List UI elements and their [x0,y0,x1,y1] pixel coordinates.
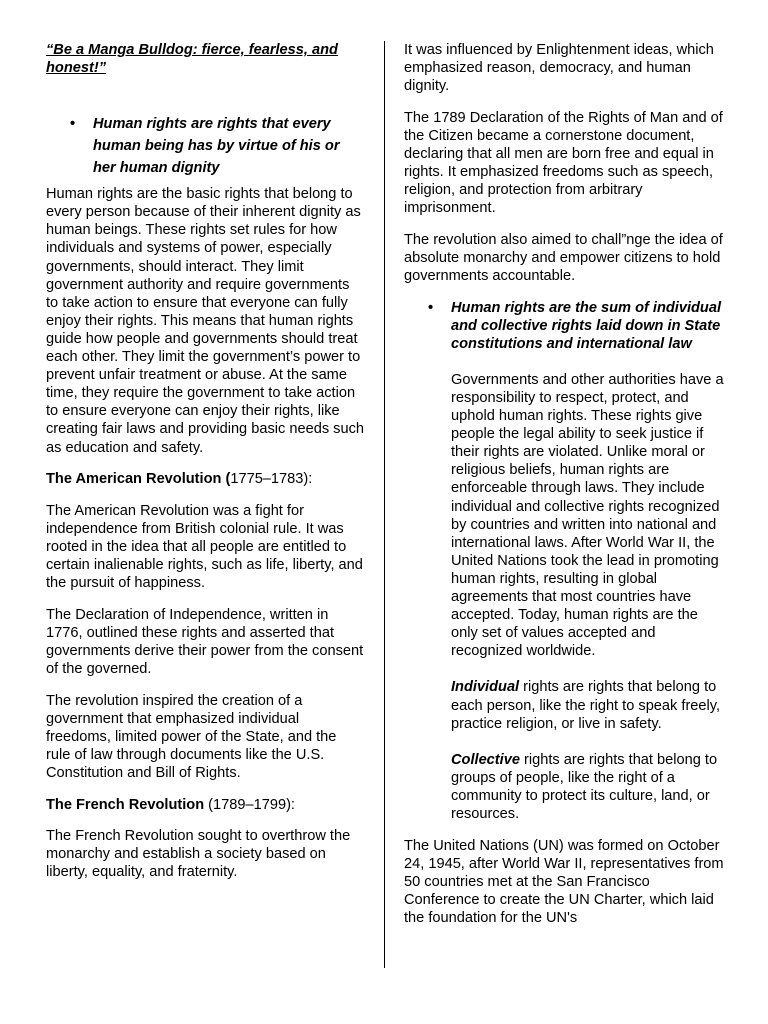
bullet-text: Human rights are the sum of individual and collective rights laid down in State constitutions and international law [451,299,722,352]
monarchy-paragraph: The revolution also aimed to chall”nge the idea of absolute monarchy and empower citizens to hold governments accountable. [404,231,723,285]
enlightenment-paragraph: It was influenced by Enlightenment ideas, which emphasized reason, democracy, and human dignity. [404,42,714,95]
bullet-body [404,371,726,823]
french-paragraph-1: The French Revolution sought to overthrow the monarchy and establish a society based on liberty, equality, and fraternity. [46,828,351,881]
individual-text: rights are rights that belong to each person, like the right to speak freely, practice religion, or live in safety. [451,679,721,732]
bullet-icon: • [70,116,76,133]
declaration-paragraph: The 1789 Declaration of the Rights of Man and of the Citizen became a cornerstone document, declaring that all men are born free and equal in rights. It emphasized freedoms such as speech, religion, and protection from arbitrary imprisonment. [404,109,723,217]
left-column [46,41,364,895]
bullet-human-dignity [46,113,364,179]
heading-dates: 1775–1783): [230,471,313,488]
american-paragraph-3: The revolution inspired the creation of a government that emphasized individual freedoms, limited power of the State, and the rule of law through documents like the U.S. Constitution and Bill of Rights. [46,692,337,781]
heading-title: The American Revolution ( [46,471,231,488]
bullet-sum-of-rights [404,299,726,353]
bullet-icon: • [428,299,434,316]
united-nations-paragraph: The United Nations (UN) was formed on October 24, 1945, after World War II, representatives from 50 countries met at the San Francisco Conference to create the UN Charter, which laid the foundation for the UN's [404,837,724,926]
french-revolution-heading [46,796,364,814]
individual-rights-paragraph [451,678,726,732]
collective-term: Collective [451,751,520,768]
heading-dates: (1789–1799): [204,796,295,813]
american-revolution-heading [46,470,364,488]
american-paragraph-2: The Declaration of Independence, written in 1776, outlined these rights and asserted that governments derive their power from the consent of the governed. [46,606,364,677]
individual-term: Individual [451,679,520,696]
right-column [404,41,726,941]
collective-rights-paragraph [451,751,726,823]
motto: “Be a Manga Bulldog: fierce, fearless, and honest!” [46,42,338,77]
intro-paragraph: Human rights are the basic rights that belong to every person because of their inherent dignity as human beings. These rights set rules for how individuals and systems of power, especially governments, should interact. They limit government authority and require governments to take action to ensure that everyone can fully enjoy their rights. This means that human rights guide how people and governments should treat each other. They limit the government’s power to prevent unfair treatment or abuse. At the same time, they require the government to take action to ensure everyone can enjoy their rights, like creating fair laws and providing basic needs such as education and safety. [46,186,364,456]
american-paragraph-1: The American Revolution was a fight for independence from British colonial rule. It was rooted in the idea that all people are entitled to certain inalienable rights, such as life, liberty, and the pursuit of happiness. [46,502,363,592]
collective-text: rights are rights that belong to groups of people, like the right of a community to protect its culture, land, or resources. [451,751,718,822]
bullet-text: Human rights are rights that every human being has by virtue of his or her human dignity [93,116,340,177]
column-divider [384,41,385,968]
governments-paragraph: Governments and other authorities have a responsibility to respect, protect, and uphold human rights. These rights give people the legal ability to seek justice if their rights are violated. Unlike moral or religious beliefs, human rights are enforceable through laws. They include individual and collective rights recognized by countries and written into national and international laws. After World War II, the United Nations took the lead in promoting human rights, resulting in global agreements that most countries have accepted. Today, human rights are the only set of values accepted and recognized worldwide. [451,371,724,660]
heading-title: The French Revolution [46,796,205,813]
